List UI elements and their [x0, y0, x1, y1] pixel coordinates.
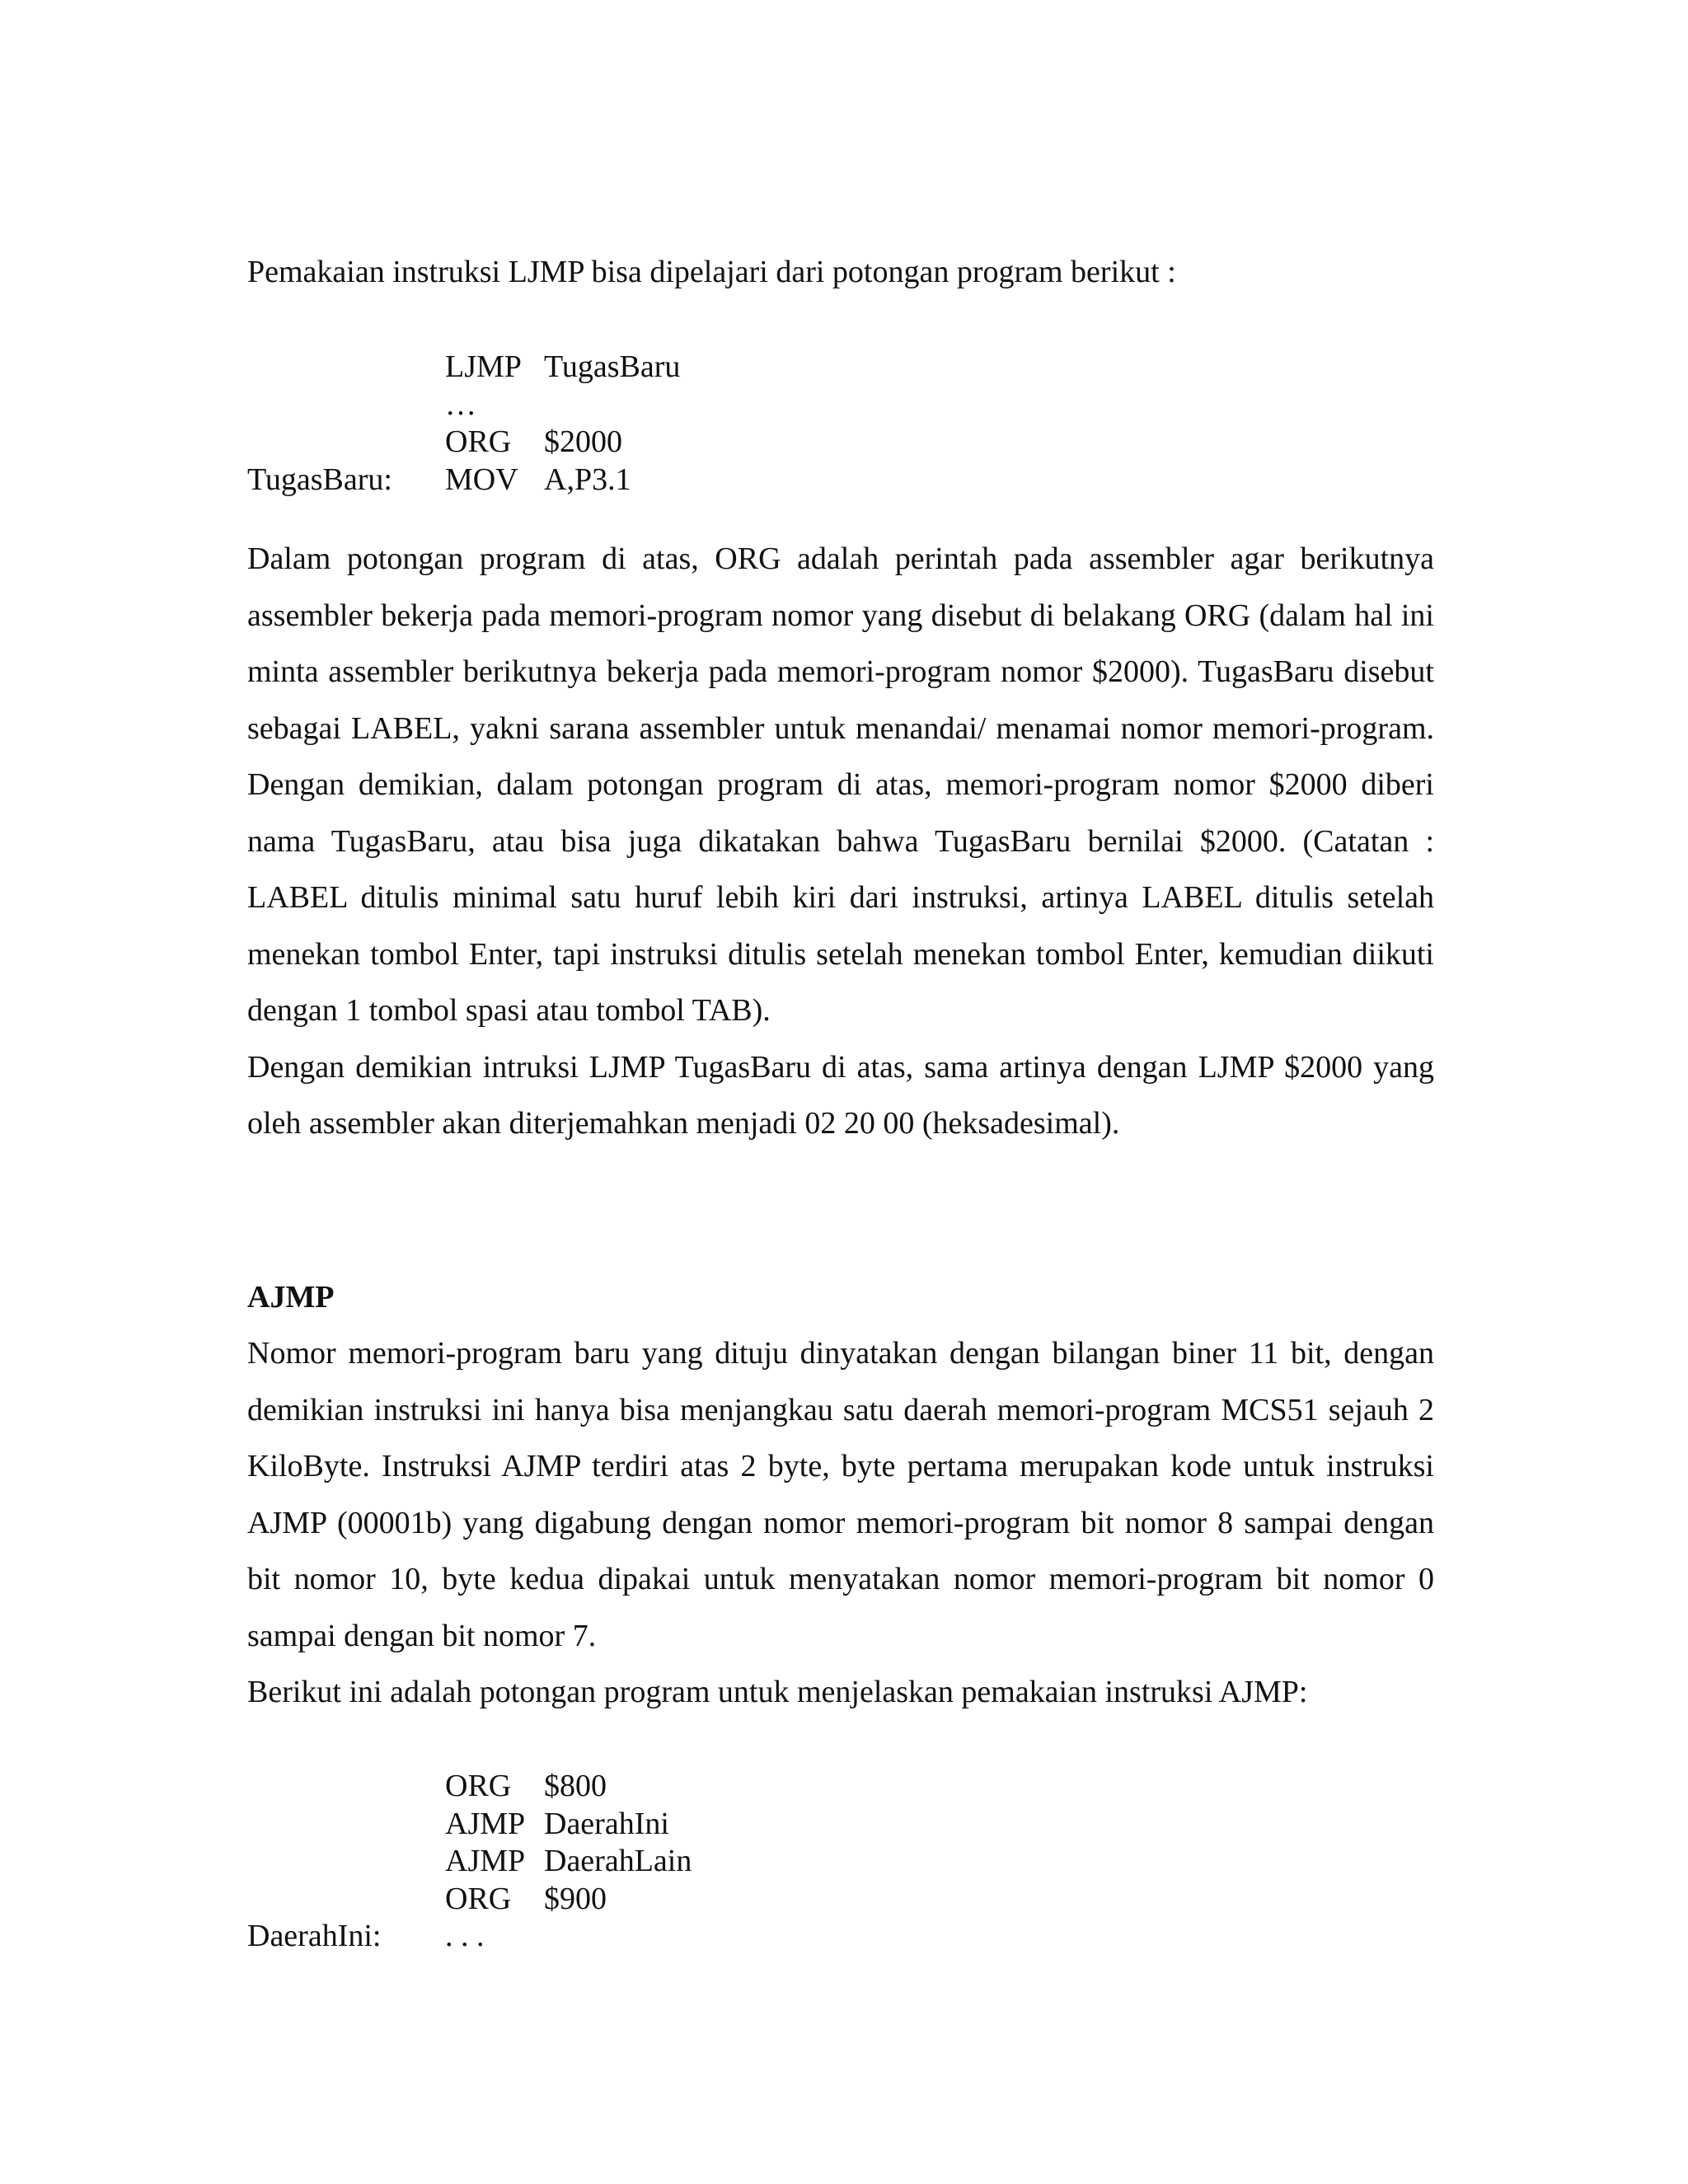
code-instruction: ORG	[445, 424, 512, 459]
code-instruction: AJMP	[445, 1844, 526, 1878]
paragraph-text: Berikut ini adalah potongan program untuk menjelaskan pemakaian instruksi AJMP:	[247, 1675, 1308, 1709]
code-instruction: ORG	[445, 1769, 512, 1803]
code-instruction: …	[445, 387, 476, 422]
code-instruction: MOV	[445, 462, 518, 497]
paragraph-text: Nomor memori-program baru yang dituju dinyatakan dengan bilangan biner 11 bit, dengan demikian instruksi ini hanya bisa menjangkau satu daerah memori-program MCS51 sejauh 2 KiloByte. Instruksi AJMP terdiri atas 2 byte, byte pertama merupakan kode untuk instruksi AJMP (00001b) yang digabung dengan nomor memori-program bit nomor 8 sampai dengan bit nomor 10, byte kedua dipakai untuk menyatakan nomor memori-program bit nomor 0 sampai dengan bit nomor 7.	[247, 1336, 1434, 1653]
org-label-explanation	[247, 531, 1434, 1152]
code-operand: $800	[544, 1769, 607, 1803]
code-label: DaerahIni:	[247, 1919, 382, 1953]
code-operand: DaerahLain	[544, 1844, 692, 1878]
code-operand: DaerahIni	[544, 1806, 669, 1841]
intro-text: Pemakaian instruksi LJMP bisa dipelajari dari potongan program berikut :	[247, 255, 1176, 289]
code-instruction: AJMP	[445, 1806, 526, 1841]
paragraph-text: Dalam potongan program di atas, ORG adalah perintah pada assembler agar berikutnya assembler bekerja pada memori-program nomor yang disebut di belakang ORG (dalam hal ini minta assembler berikutnya bekerja pada memori-program nomor $2000). TugasBaru disebut sebagai LABEL, yakni sarana assembler untuk menandai/ menamai nomor memori-program. Dengan demikian, dalam potongan program di atas, memori-program nomor $2000 diberi nama TugasBaru, atau bisa juga dikatakan bahwa TugasBaru bernilai $2000. (Catatan : LABEL ditulis minimal satu huruf lebih kiri dari instruksi, artinya LABEL ditulis setelah menekan tombol Enter, tapi instruksi ditulis setelah menekan tombol Enter, kemudian diikuti dengan 1 tombol spasi atau tombol TAB).	[247, 541, 1434, 1028]
code-instruction: . . .	[445, 1919, 485, 1953]
code-label: TugasBaru:	[247, 462, 392, 497]
paragraph-text: Dengan demikian intruksi LJMP TugasBaru di atas, sama artinya dengan LJMP $2000 yang oleh assembler akan diterjemahkan menjadi 02 20 00 (heksadesimal).	[247, 1049, 1434, 1141]
code-operand: A,P3.1	[544, 462, 631, 497]
code-operand: $900	[544, 1881, 607, 1916]
ajmp-explanation	[247, 1325, 1434, 1721]
code-instruction: ORG	[445, 1881, 512, 1916]
code-operand: TugasBaru	[544, 349, 681, 384]
code-instruction: LJMP	[445, 349, 522, 384]
intro-paragraph	[247, 244, 1434, 301]
code-operand: $2000	[544, 424, 622, 459]
section-heading-ajmp: AJMP	[247, 1280, 335, 1315]
